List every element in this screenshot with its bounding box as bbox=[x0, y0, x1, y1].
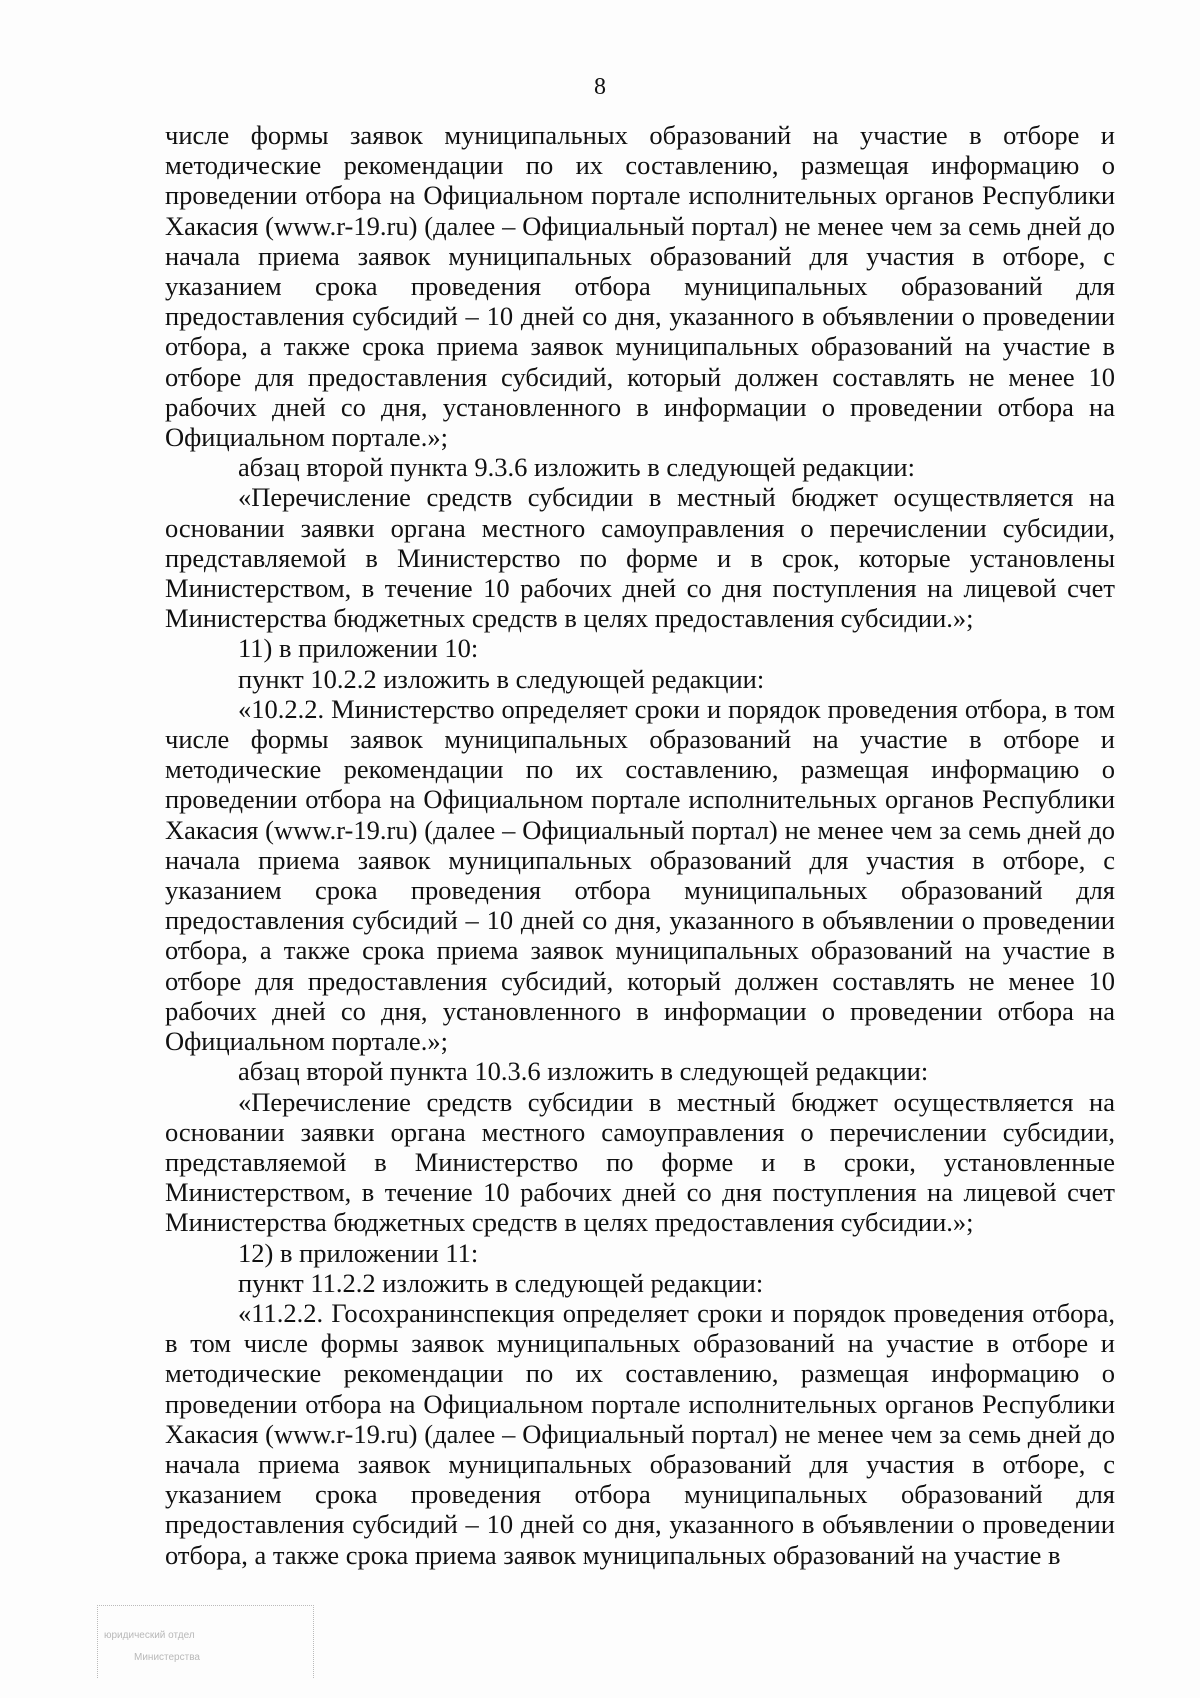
document-body bbox=[165, 120, 1115, 1570]
page-number: 8 bbox=[594, 74, 606, 100]
paragraph: 11) в приложении 10: bbox=[238, 633, 479, 664]
approval-stamp bbox=[97, 1605, 314, 1678]
paragraph: числе формы заявок муниципальных образований на участие в отборе и методические рекомендации по их составлению, размещая информацию о проведении отбора на Официальном портале исполнительных органов Республики Хакасия (www.r-19.ru) (далее – Официальный портал) не менее чем за семь дней до начала приема заявок муниципальных образований для участия в отборе, с указанием срока проведения отбора муниципальных образований для предоставления субсидий – 10 дней со дня, указанного в объявлении о проведении отбора, а также срока приема заявок муниципальных образований на участие в отборе для предоставления субсидий, который должен составлять не менее 10 рабочих дней со дня, установленного в информации о проведении отбора на Официальном портале.»; bbox=[165, 120, 1115, 453]
paragraph: абзац второй пункта 10.3.6 изложить в следующей редакции: bbox=[238, 1056, 929, 1087]
paragraph: пункт 11.2.2 изложить в следующей редакции: bbox=[238, 1267, 764, 1298]
paragraph: «11.2.2. Госохранинспекция определяет сроки и порядок проведения отбора, в том числе формы заявок муниципальных образований на участие в отборе и методические рекомендации по их составлению, размещая информацию о проведении отбора на Официальном портале исполнительных органов Республики Хакасия (www.r-19.ru) (далее – Официальный портал) не менее чем за семь дней до начала приема заявок муниципальных образований для участия в отборе, с указанием срока проведения отбора муниципальных образований для предоставления субсидий – 10 дней со дня, указанного в объявлении о проведении отбора, а также срока приема заявок муниципальных образований на участие в bbox=[165, 1297, 1115, 1570]
paragraph: «10.2.2. Министерство определяет сроки и порядок проведения отбора, в том числе формы заявок муниципальных образований на участие в отборе и методические рекомендации по их составлению, размещая информацию о проведении отбора на Официальном портале исполнительных органов Республики Хакасия (www.r-19.ru) (далее – Официальный портал) не менее чем за семь дней до начала приема заявок муниципальных образований для участия в отборе, с указанием срока проведения отбора муниципальных образований для предоставления субсидий – 10 дней со дня, указанного в объявлении о проведении отбора, а также срока приема заявок муниципальных образований на участие в отборе для предоставления субсидий, который должен составлять не менее 10 рабочих дней со дня, установленного в информации о проведении отбора на Официальном портале.»; bbox=[165, 693, 1115, 1057]
paragraph: «Перечисление средств субсидии в местный бюджет осуществляется на основании заявки органа местного самоуправления о перечислении субсидии, представляемой в Министерство по форме и в срок, которые установлены Министерством, в течение 10 рабочих дней со дня поступления на лицевой счет Министерства бюджетных средств в целях предоставления субсидии.»; bbox=[165, 482, 1115, 634]
stamp-line: юридический отдел bbox=[104, 1630, 195, 1641]
paragraph: абзац второй пункта 9.3.6 изложить в следующей редакции: bbox=[238, 452, 915, 483]
stamp-line: Министерства bbox=[134, 1652, 200, 1663]
paragraph: «Перечисление средств субсидии в местный бюджет осуществляется на основании заявки органа местного самоуправления о перечислении субсидии, представляемой в Министерство по форме и в сроки, установленные Министерством, в течение 10 рабочих дней со дня поступления на лицевой счет Министерства бюджетных средств в целях предоставления субсидии.»; bbox=[165, 1086, 1115, 1238]
paragraph: 12) в приложении 11: bbox=[238, 1237, 479, 1268]
paragraph: пункт 10.2.2 изложить в следующей редакции: bbox=[238, 663, 765, 694]
